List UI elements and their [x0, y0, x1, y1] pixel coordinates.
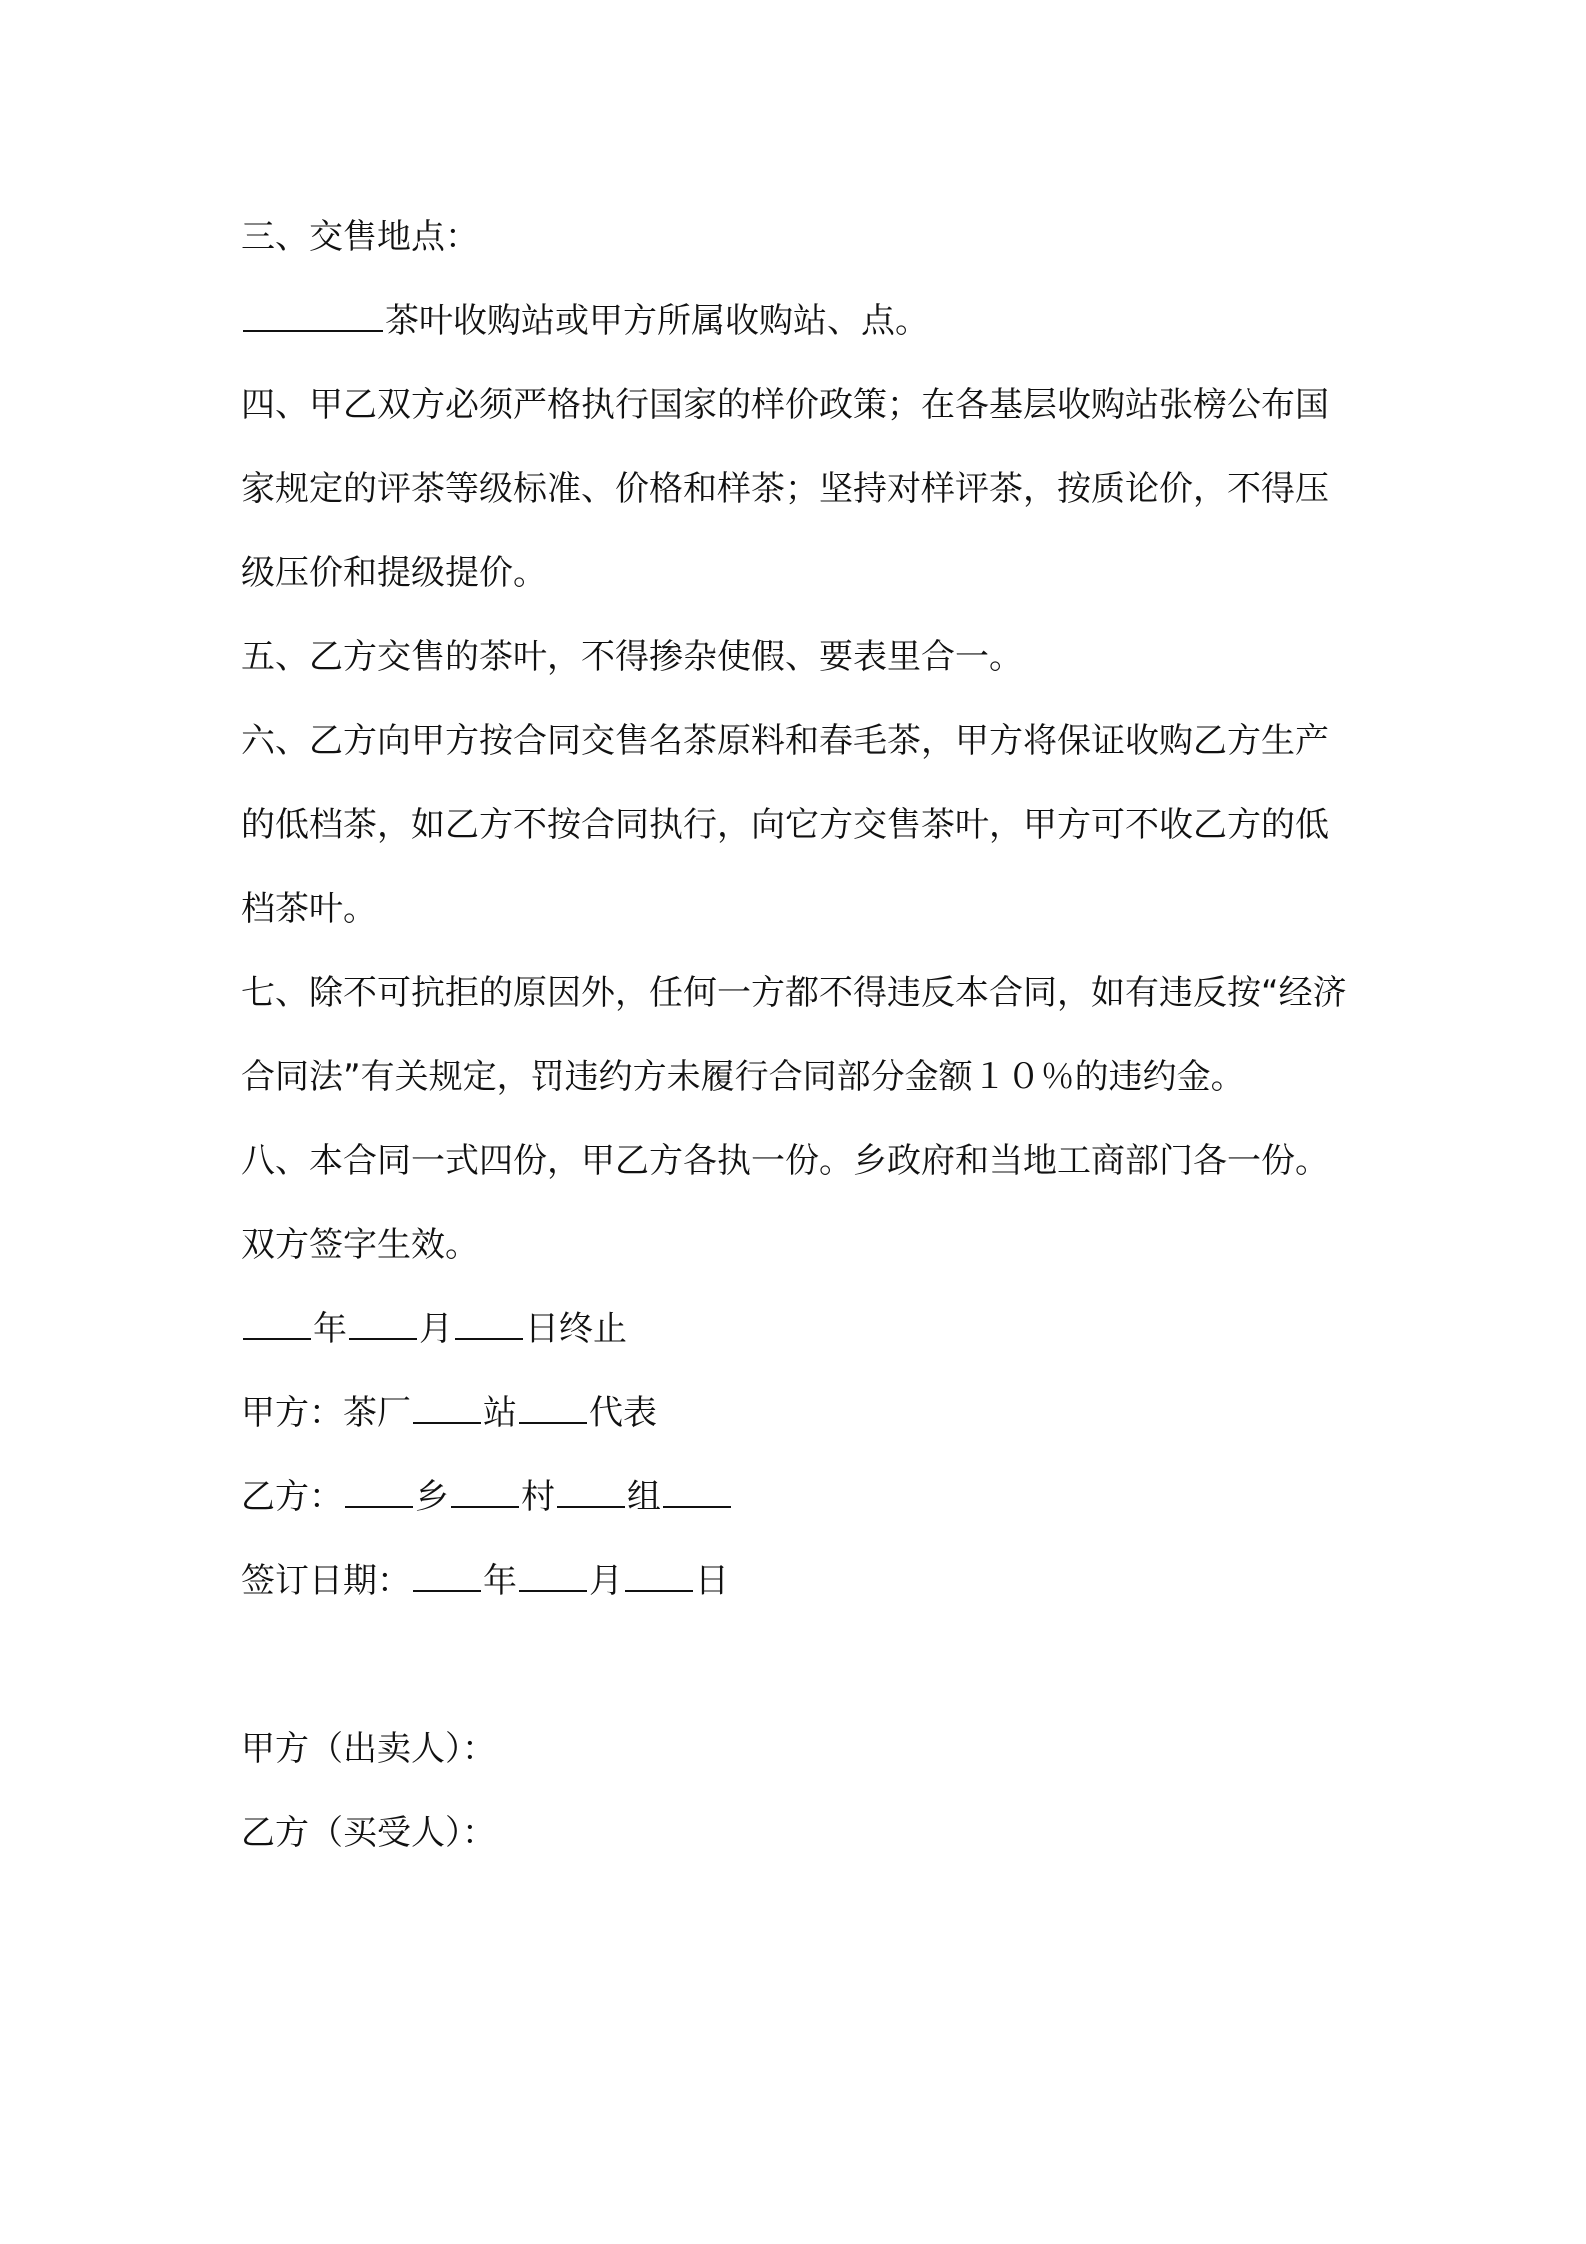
party-b-group: 组: [627, 1477, 661, 1517]
fill-blank: [557, 1480, 625, 1508]
fill-blank: [625, 1564, 693, 1592]
sign-date-month: 月: [589, 1561, 623, 1601]
fill-blank: [349, 1312, 417, 1340]
spacer: [241, 1623, 1361, 1707]
clause-5: 五、乙方交售的茶叶，不得掺杂使假、要表里合一。: [241, 637, 1023, 677]
clause-3-title: 三、交售地点：: [241, 217, 479, 257]
party-b-line: [241, 1455, 1361, 1539]
contract-body: [241, 195, 1361, 1875]
sign-date-year: 年: [483, 1561, 517, 1601]
term-day-end: 日终止: [525, 1309, 627, 1349]
term-year: 年: [313, 1309, 347, 1349]
sign-date-label: 签订日期：: [241, 1561, 411, 1601]
fill-blank: [451, 1480, 519, 1508]
fill-blank: [413, 1396, 481, 1424]
fill-blank: [455, 1312, 523, 1340]
fill-blank: [243, 304, 383, 332]
party-b-township: 乡: [415, 1477, 449, 1517]
sign-date-line: [241, 1539, 1361, 1623]
clause-4: 四、甲乙双方必须严格执行国家的样价政策；在各基层收购站张榜公布国家规定的评茶等级标准、价格和样茶；坚持对样评茶，按质论价，不得压级压价和提级提价。: [241, 385, 1329, 593]
party-b-village: 村: [521, 1477, 555, 1517]
party-a-label: 甲方：茶厂: [241, 1393, 411, 1433]
buyer-signature: 乙方（买受人）：: [241, 1813, 496, 1853]
fill-blank: [519, 1396, 587, 1424]
effective-statement: 双方签字生效。: [241, 1225, 479, 1265]
sign-date-day: 日: [695, 1561, 729, 1601]
clause-3-body-line: [241, 279, 1361, 363]
fill-blank: [345, 1480, 413, 1508]
term-month: 月: [419, 1309, 453, 1349]
clause-3-body: 茶叶收购站或甲方所属收购站、点。: [385, 301, 929, 341]
fill-blank: [519, 1564, 587, 1592]
fill-blank: [413, 1564, 481, 1592]
clause-7: 七、除不可抗拒的原因外，任何一方都不得违反本合同，如有违反按“经济合同法”有关规定，罚违约方未履行合同部分金额１０％的违约金。: [241, 973, 1347, 1097]
clause-8: 八、本合同一式四份，甲乙方各执一份。乡政府和当地工商部门各一份。: [241, 1141, 1329, 1181]
seller-signature: 甲方（出卖人）：: [241, 1729, 496, 1769]
party-b-label: 乙方：: [241, 1477, 343, 1517]
party-a-line: [241, 1371, 1361, 1455]
fill-blank: [243, 1312, 311, 1340]
party-a-station: 站: [483, 1393, 517, 1433]
fill-blank: [663, 1480, 731, 1508]
clause-6: 六、乙方向甲方按合同交售名茶原料和春毛茶，甲方将保证收购乙方生产的低档茶，如乙方不按合同执行，向它方交售茶叶，甲方可不收乙方的低档茶叶。: [241, 721, 1329, 929]
term-end-line: [241, 1287, 1361, 1371]
party-a-rep: 代表: [589, 1393, 657, 1433]
